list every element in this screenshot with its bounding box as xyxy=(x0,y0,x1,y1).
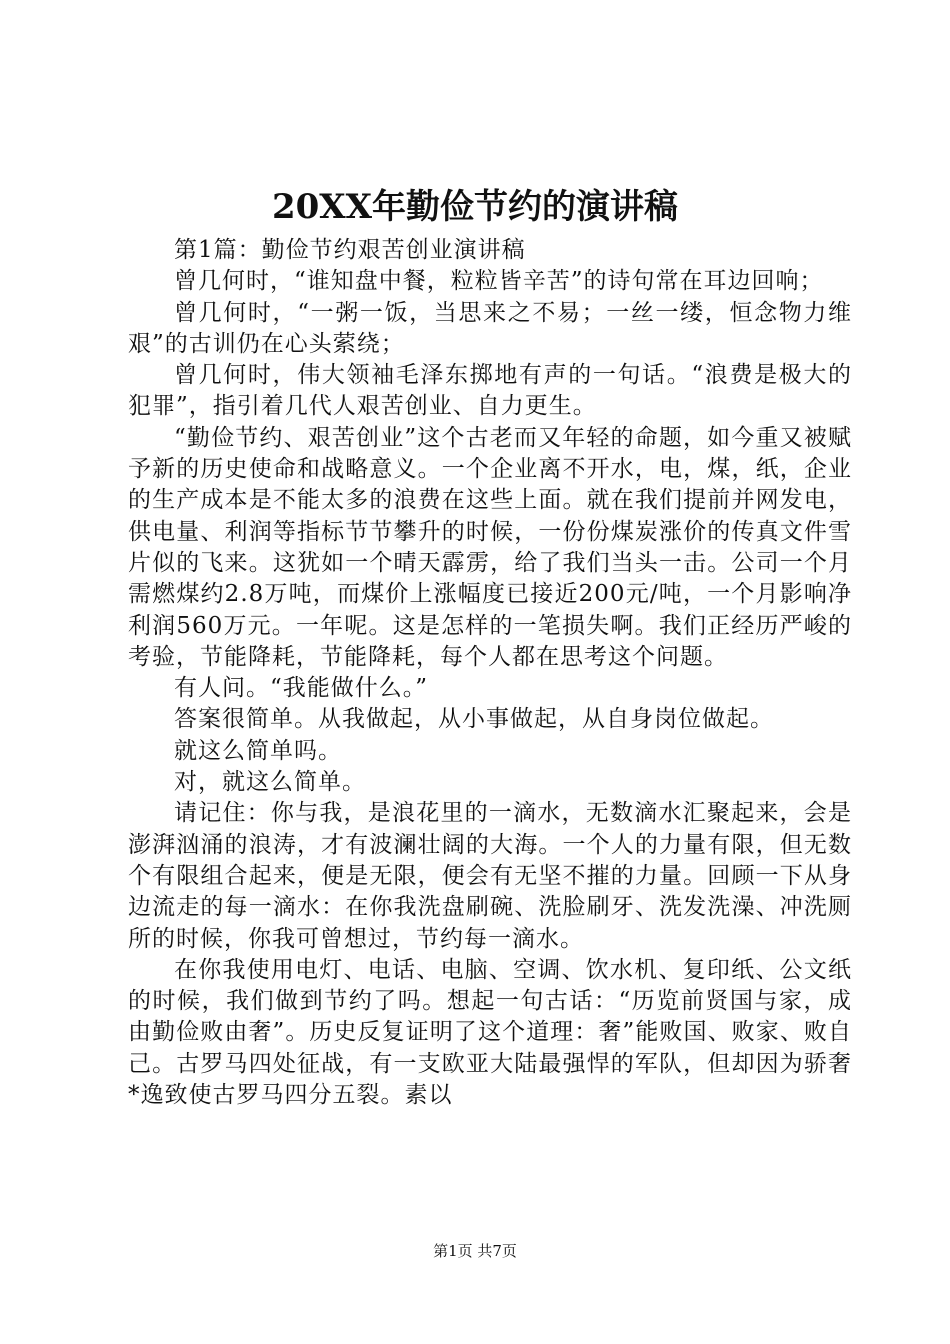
paragraph: 曾几何时，伟大领袖毛泽东掷地有声的一句话。“浪费是极大的犯罪”，指引着几代人艰苦创业、自力更生。 xyxy=(128,362,852,420)
paragraph: 答案很简单。从我做起，从小事做起，从自身岗位做起。 xyxy=(174,706,774,733)
section-heading: 第1篇：勤俭节约艰苦创业演讲稿 xyxy=(174,237,526,263)
paragraph: “勤俭节约、艰苦创业”这个古老而又年轻的命题，如今重又被赋予新的历史使命和战略意义。一个企业离不开水，电，煤，纸，企业的生产成本是不能太多的浪费在这些上面。就在我们提前并网发电，供电量、利润等指标节节攀升的时候，一份份煤炭涨价的传真文件雪片似的飞来。这犹如一个晴天霹雳，给了我们当头一击。公司一个月需燃煤约2.8万吨，而煤价上涨幅度已接近200元/吨，一个月影响净利润560万元。一年呢。这是怎样的一笔损失啊。我们正经历严峻的考验，节能降耗，节能降耗，每个人都在思考这个问题。 xyxy=(128,424,852,670)
document-title: 20XX年勤俭节约的演讲稿 xyxy=(271,187,679,227)
paragraph: 曾几何时，“谁知盘中餐，粒粒皆辛苦”的诗句常在耳边回响； xyxy=(174,268,824,295)
page-number-footer: 第1页 共7页 xyxy=(433,1242,517,1260)
paragraph: 对，就这么简单。 xyxy=(174,769,366,796)
paragraph: 曾几何时，“一粥一饭，当思来之不易；一丝一缕，恒念物力维艰”的古训仍在心头萦绕； xyxy=(128,299,852,357)
document-body xyxy=(128,235,852,1111)
paragraph: 请记住：你与我，是浪花里的一滴水，无数滴水汇聚起来，会是澎湃汹涌的浪涛，才有波澜壮阔的大海。一个人的力量有限，但无数个有限组合起来，便是无限，便会有无坚不摧的力量。回顾一下从身边流走的每一滴水：在你我洗盘刷碗、洗脸刷牙、洗发洗澡、冲洗厕所的时候，你我可曾想过，节约每一滴水。 xyxy=(128,800,852,952)
paragraph: 有人问。“我能做什么。” xyxy=(174,675,429,702)
paragraph: 在你我使用电灯、电话、电脑、空调、饮水机、复印纸、公文纸的时候，我们做到节约了吗。想起一句古话：“历览前贤国与家，成由勤俭败由奢”。历史反复证明了这个道理：奢”能败国、败家、败自己。古罗马四处征战，有一支欧亚大陆最强悍的军队，但却因为骄奢*逸致使古罗马四分五裂。素以 xyxy=(128,956,852,1109)
paragraph: 就这么简单吗。 xyxy=(174,737,342,764)
